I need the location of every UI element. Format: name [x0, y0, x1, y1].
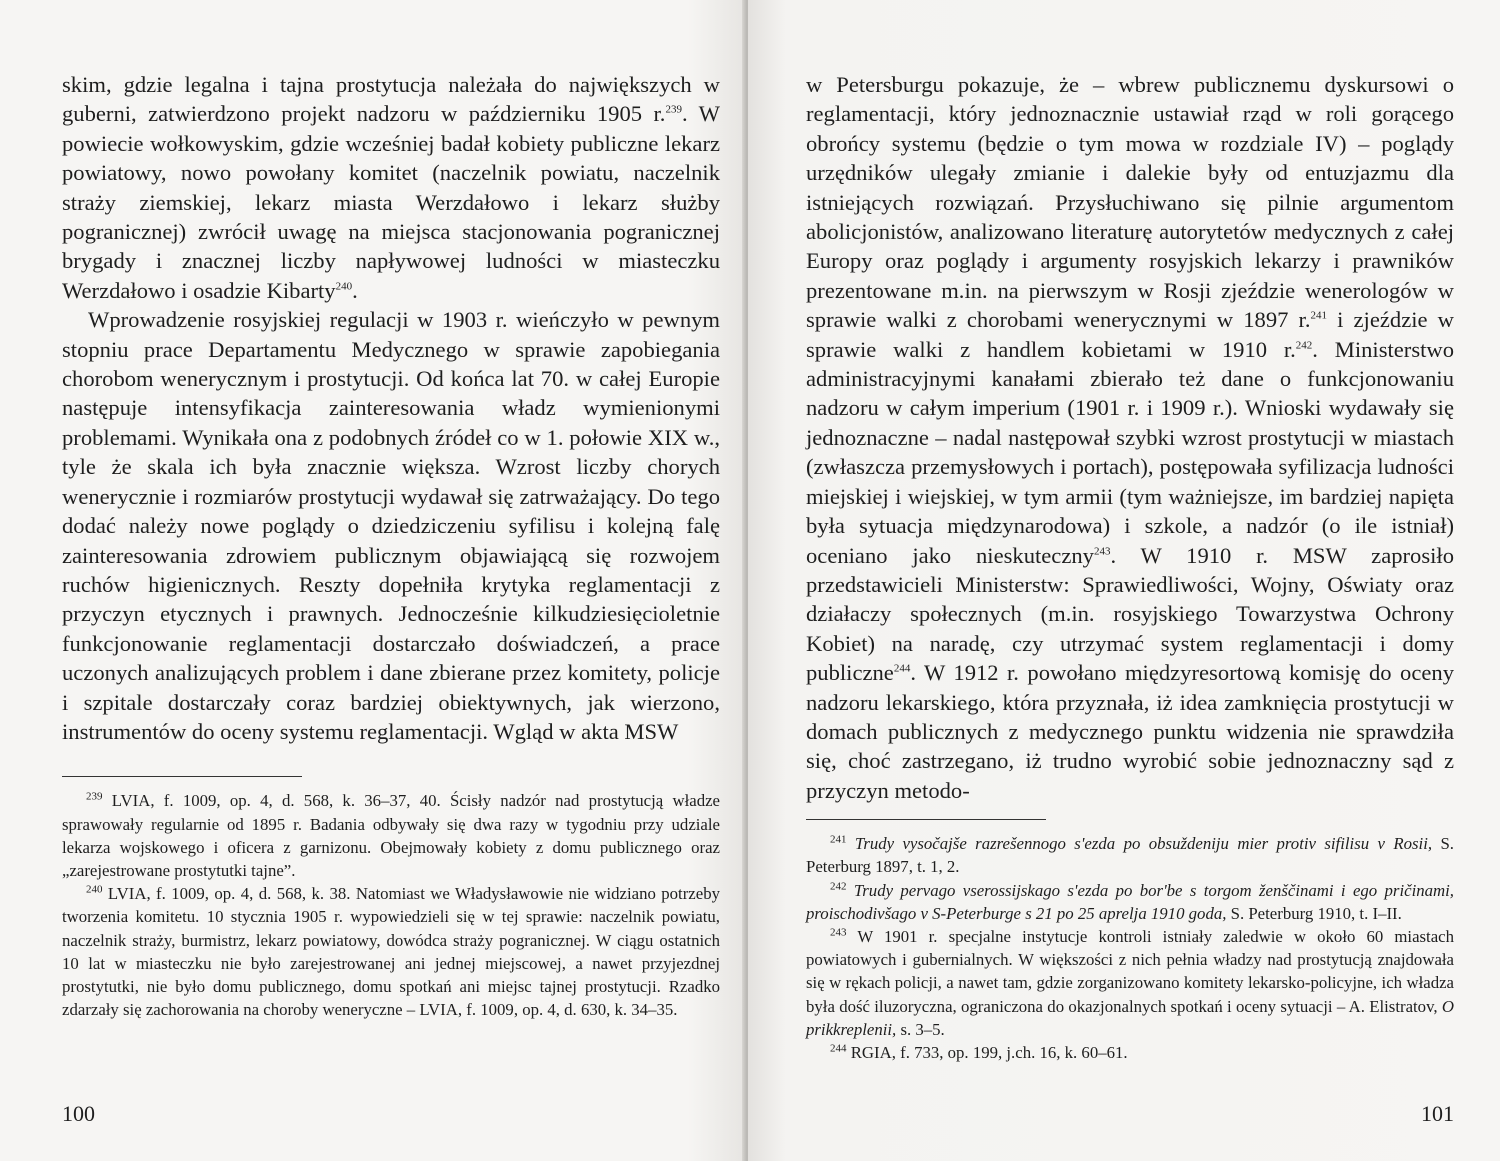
page-number: 100	[62, 1101, 95, 1126]
right-footnotes	[806, 832, 1454, 1064]
left-main-text	[62, 70, 720, 746]
footnote-242: $^{242}$ Trudy pervago vserossijskago s'ezda po bor'be s torgom ženščinami i ego pričinami, proischodivšago v S-Peterburge s 21 po 25 aprelja 1910 goda, S. Peterburg 1910, t. I–II.	[806, 879, 1454, 923]
left-paragraph-1: skim, gdzie legalna i tajna prostytucja należała do największych w guberni, zatwierdzono projekt nadzoru w październiku 1905 r.$^{239}$. W powiecie wołkowyskim, gdzie wcześniej badał kobiety publiczne lekarz powiatowy, nowo powołany komitet (naczelnik powiatu, naczelnik straży ziemskiej, lekarz miasta Werzdałowo i lekarz służby pogranicznej) zwrócił uwagę na miejsca stacjonowania pogranicznej brygady i znacznej liczby napływowej ludności w miasteczku Werzdałowo i osadzie Kibarty$^{240}$.	[62, 72, 720, 303]
footnote-ref-240[interactable]: 240	[335, 280, 353, 293]
footnote-243: $^{243}$ W 1901 r. specjalne instytucje kontroli istniały zaledwie w około 60 miastach powiatowych i gubernialnych. W większości z nich pełnia władzy nad prostytucją znajdowała się w rękach policji, a nawet tam, gdzie zorganizowano komitety lekarsko-policyjne, ich władza była dość iluzoryczna, ograniczona do okazjonalnych spotkań i oceny sytuacji – A. Elistratov, O prikkreplenii, s. 3–5.	[806, 926, 1454, 1039]
footnote-239: $^{239}$ LVIA, f. 1009, op. 4, d. 568, k. 36–37, 40. Ścisły nadzór nad prostytucją władze sprawowały regularnie od 1895 r. Badania odbywały się dwa razy w tygodniu przy udziale lekarza wojskowego i oficera z garnizonu. Obejmowały kobiety z domu publicznego oraz „zarejestrowane prostytutki tajne”.	[62, 790, 721, 880]
left-page	[0, 0, 748, 1161]
footnote-241: $^{241}$ Trudy vysočajše razrešennogo s'ezda po obsuždeniju mier protiv sifilisu v Rosii, S. Peterburg 1897, t. 1, 2.	[806, 833, 1454, 877]
footnote-ref-241[interactable]: 241	[1310, 309, 1327, 322]
footnote-240: $^{240}$ LVIA, f. 1009, op. 4, d. 568, k. 38. Natomiast we Władysławowie nie widziano potrzeby tworzenia komitetu. 10 stycznia 1905 r. wypowiedzieli się w tej sprawie: naczelnik powiatu, naczelnik straży, burmistrz, lekarz powiatowy, dowódca straży pogranicznej. W ciągu ostatnich 10 lat w miasteczku nie było zarejestrowanej ani jednej miejscowej, a nawet przyjezdnej prostytutki, nie było domu publicznego, domu spotkań ani miejsc tajnej prostytucji. Rzadko zdarzały się zachorowania na choroby weneryczne – LVIA, f. 1009, op. 4, d. 630, k. 34–35.	[62, 883, 720, 1020]
footnote-ref-242[interactable]: 242	[1295, 339, 1313, 352]
footnote-ref-244[interactable]: 244	[893, 662, 911, 675]
footnote-ref-243[interactable]: 243	[1093, 544, 1111, 557]
footnote-separator	[62, 776, 302, 777]
right-page	[748, 0, 1500, 1161]
left-footnotes	[62, 789, 720, 1021]
right-main-text	[806, 70, 1454, 805]
right-paragraph: w Petersburgu pokazuje, że – wbrew publicznemu dyskursowi o reglamentacji, który jednoznacznie ustawiał rząd w roli gorącego obrońcy systemu (będzie o tym mowa w rozdziale IV) – poglądy urzędników ulegały zmianie i dalekie były od entuzjazmu dla istniejących rozwiązań. Przysłuchiwano się pilnie argumentom abolicjonistów, analizowano literaturę autorytetów medycznych z całej Europy oraz poglądy i argumenty rosyjskich lekarzy i prawników prezentowane m.in. na pierwszym w Rosji zjeździe wenerologów w sprawie walki z chorobami wenerycznymi w 1897 r.$^{241}$ i zjeździe w sprawie walki z handlem kobietami w 1910 r.$^{242}$. Ministerstwo administracyjnymi kanałami zbierało też dane o funkcjonowaniu nadzoru w całym imperium (1901 r. i 1909 r.). Wnioski wydawały się jednoznaczne – nadal następował szybki wzrost prostytucji w miastach (zwłaszcza przemysłowych i portach), postępowała syfilizacja ludności miejskiej i wiejskiej, w tym armii (tym ważniejsze, im bardziej napięta była sytuacja międzynarodowa) i szkole, a nadzór (o ile istniał) oceniano jako nieskuteczny$^{243}$. W 1910 r. MSW zaprosiło przedstawicieli Ministerstw: Sprawiedliwości, Wojny, Oświaty oraz działaczy społecznych (m.in. rosyjskiego Towarzystwa Ochrony Kobiet) na naradę, czy utrzymać system reglamentacji i domy publiczne$^{244}$. W 1912 r. powołano międzyresortową komisję do oceny nadzoru lekarskiego, która przyznała, iż idea zamknięcia prostytucji w domach publicznych z medycznego punktu widzenia nie sprawdziła się, choć zastrzegano, iż trudno wyrobić sobie jednoznaczny sąd z przyczyn metodo-	[806, 72, 1455, 803]
footnote-separator	[806, 819, 1046, 820]
footnote-ref-239[interactable]: 239	[665, 103, 682, 116]
left-paragraph-2: Wprowadzenie rosyjskiej regulacji w 1903 r. wieńczyło w pewnym stopniu prace Departamentu Medycznego w sprawie zapobiegania chorobom wenerycznym i prostytucji. Od końca lat 70. w całej Europie następuje intensyfikacja zainteresowania władz wymienionymi problemami. Wynikała ona z podobnych źródeł co w 1. połowie XIX w., tyle że skala ich była znacznie większa. Wzrost liczby chorych wenerycznie i rozmiarów prostytucji wydawał się zatrważający. Do tego dodać należy nowe poglądy o dziedziczeniu syfilisu i kolejną falę zainteresowania zdrowiem publicznym objawiającą się rozwojem ruchów higienicznych. Reszty dopełniła krytyka reglamentacji z przyczyn etycznych i prawnych. Jednocześnie kilkudziesięcioletnie funkcjonowanie reglamentacji dostarczało doświadczeń, a prace uczonych analizujących problem i dane zbierane przez komitety, policje i szpitale dostarczały coraz bardziej obiektywnych, jak wierzono, instrumentów do oceny systemu reglamentacji. Wgląd w akta MSW	[62, 307, 720, 744]
footnote-244: $^{244}$ RGIA, f. 733, op. 199, j.ch. 16, k. 60–61.	[830, 1042, 1128, 1062]
page-number: 101	[1421, 1101, 1454, 1126]
